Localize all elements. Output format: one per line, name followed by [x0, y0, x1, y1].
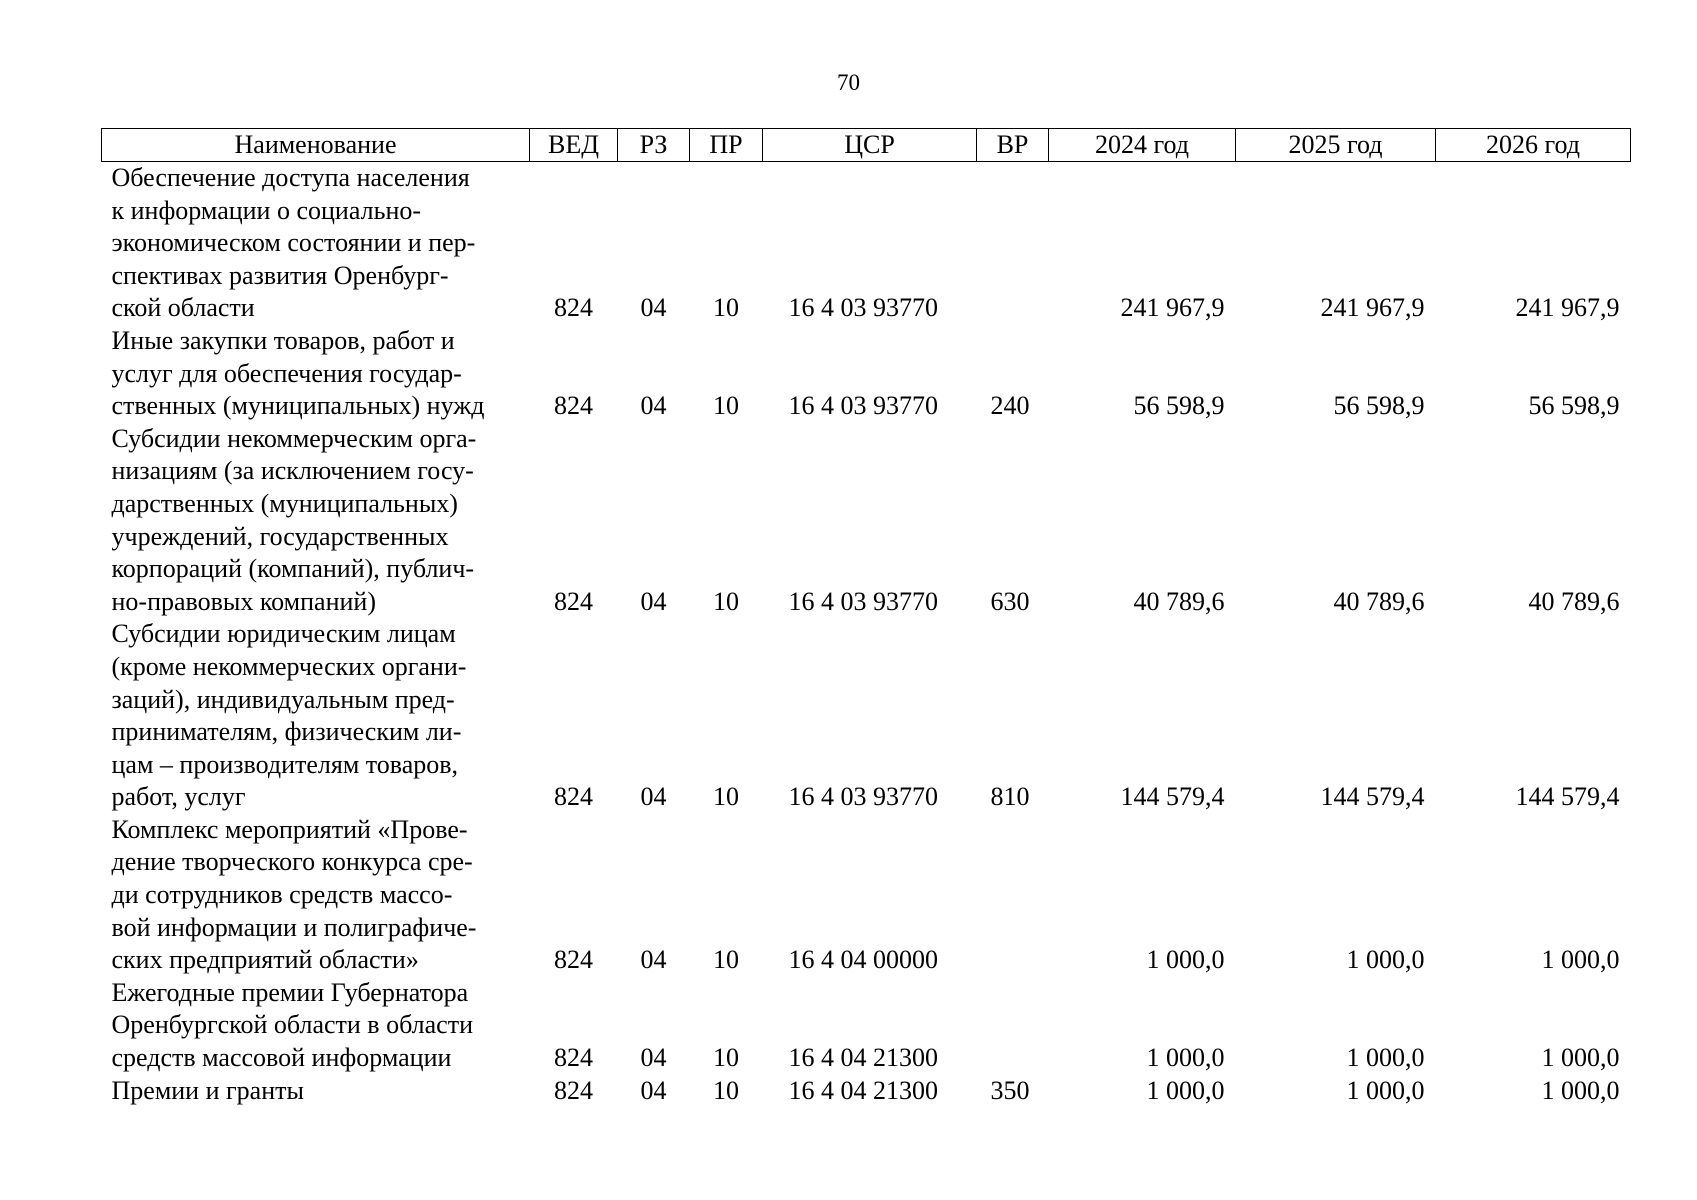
table-row: [102, 618, 1631, 814]
cell-2024: 56 598,9: [1133, 391, 1225, 421]
budget-table: [101, 128, 1631, 1107]
cell-ved: 824: [554, 293, 593, 323]
cell-pr: 10: [713, 1043, 739, 1073]
cell-2024: 1 000,0: [1146, 1043, 1225, 1073]
name-line: экономическом состоянии и пер-: [111, 228, 476, 258]
cell-2024: 241 967,9: [1120, 293, 1225, 323]
name-line: низациям (за исключением госу-: [111, 456, 474, 486]
cell-2026: 1 000,0: [1541, 1075, 1620, 1105]
cell-pr: 10: [713, 586, 739, 616]
header-csr: ЦСР: [763, 129, 977, 162]
name-line: Обеспечение доступа населения: [111, 163, 470, 192]
cell-vr: 810: [990, 782, 1030, 812]
cell-pr: 10: [713, 782, 739, 812]
cell-name: [102, 162, 530, 325]
name-line: Премии и гранты: [111, 1075, 304, 1105]
header-pr: ПР: [690, 129, 763, 162]
cell-name: [102, 618, 530, 814]
cell-2025: 144 579,4: [1320, 782, 1425, 812]
name-line: корпораций (компаний), публич-: [111, 554, 475, 584]
cell-2026: 1 000,0: [1541, 1043, 1620, 1073]
name-line: ственных (муниципальных) нужд: [111, 391, 485, 421]
cell-rz: 04: [640, 391, 667, 421]
cell-pr: 10: [713, 945, 739, 975]
table-row: [102, 423, 1631, 619]
cell-2025: 1 000,0: [1346, 1043, 1425, 1073]
cell-2024: 144 579,4: [1120, 782, 1225, 812]
cell-2025: 241 967,9: [1320, 293, 1425, 323]
cell-2025: 1 000,0: [1346, 945, 1425, 975]
cell-2026: 241 967,9: [1515, 293, 1620, 323]
name-line: но-правовых компаний): [111, 586, 376, 616]
header-2024: 2024 год: [1049, 129, 1236, 162]
cell-csr: 16 4 03 93770: [788, 586, 938, 616]
name-line: ди сотрудников средств массо-: [111, 880, 453, 910]
cell-rz: 04: [640, 782, 667, 812]
cell-vr: 350: [990, 1075, 1030, 1105]
header-name: Наименование: [102, 129, 530, 162]
cell-ved: 824: [554, 586, 593, 616]
name-line: спективах развития Оренбург-: [111, 260, 449, 290]
name-line: дарственных (муниципальных): [111, 488, 458, 518]
cell-vr: 240: [990, 391, 1030, 421]
cell-2025: 56 598,9: [1333, 391, 1425, 421]
cell-pr: 10: [713, 391, 739, 421]
name-line: средств массовой информации: [111, 1043, 452, 1073]
table-row: [102, 325, 1631, 423]
cell-name: [102, 814, 530, 977]
name-line: услуг для обеспечения государ-: [111, 358, 462, 388]
name-line: вой информации и полиграфиче-: [111, 912, 477, 942]
cell-csr: 16 4 03 93770: [788, 391, 938, 421]
cell-csr: 16 4 04 21300: [788, 1043, 938, 1073]
table-row: [102, 162, 1631, 325]
cell-ved: 824: [554, 1043, 593, 1073]
header-ved: ВЕД: [530, 129, 618, 162]
cell-2026: 1 000,0: [1541, 945, 1620, 975]
name-line: Иные закупки товаров, работ и: [111, 325, 455, 355]
cell-pr: 10: [713, 1075, 739, 1105]
table-row: [102, 977, 1631, 1075]
cell-name: [102, 325, 530, 423]
cell-ved: 824: [554, 945, 593, 975]
cell-rz: 04: [640, 293, 667, 323]
cell-name: [102, 423, 530, 619]
cell-csr: 16 4 03 93770: [788, 293, 938, 323]
cell-rz: 04: [640, 1075, 667, 1105]
name-line: заций), индивидуальным пред-: [111, 684, 455, 714]
cell-pr: 10: [713, 293, 739, 323]
cell-ved: 824: [554, 391, 593, 421]
header-vr: ВР: [977, 129, 1049, 162]
cell-csr: 16 4 04 21300: [788, 1075, 938, 1105]
cell-vr: [977, 162, 1049, 325]
cell-rz: 04: [640, 945, 667, 975]
name-line: (кроме некоммерческих органи-: [111, 651, 467, 681]
cell-2025: 40 789,6: [1333, 586, 1425, 616]
name-line: Комплекс мероприятий «Прове-: [111, 814, 468, 844]
name-line: Оренбургской области в области: [111, 1010, 473, 1040]
cell-2024: 1 000,0: [1146, 1075, 1225, 1105]
name-line: ских предприятий области»: [111, 945, 419, 975]
cell-name: [102, 1075, 530, 1108]
header-rz: РЗ: [618, 129, 690, 162]
cell-2024: 40 789,6: [1133, 586, 1225, 616]
name-line: дение творческого конкурса сре-: [111, 847, 473, 877]
name-line: ской области: [111, 293, 255, 323]
name-line: к информации о социально-: [111, 195, 422, 225]
cell-ved: 824: [554, 782, 593, 812]
name-line: Ежегодные премии Губернатора: [111, 977, 469, 1007]
cell-2024: 1 000,0: [1146, 945, 1225, 975]
cell-2026: 40 789,6: [1528, 586, 1620, 616]
header-2026: 2026 год: [1436, 129, 1631, 162]
table-body: [102, 162, 1631, 1108]
table-row: [102, 814, 1631, 977]
page-number: 70: [837, 70, 860, 95]
cell-name: [102, 977, 530, 1075]
name-line: Субсидии юридическим лицам: [111, 619, 456, 649]
name-line: учреждений, государственных: [111, 521, 449, 551]
cell-vr: [977, 814, 1049, 977]
cell-vr: 630: [990, 586, 1030, 616]
cell-2025: 1 000,0: [1346, 1075, 1425, 1105]
header-2025: 2025 год: [1236, 129, 1436, 162]
cell-vr: [977, 977, 1049, 1075]
cell-csr: 16 4 03 93770: [788, 782, 938, 812]
name-line: Субсидии некоммерческим орга-: [111, 423, 477, 453]
name-line: цам – производителям товаров,: [111, 749, 459, 779]
cell-csr: 16 4 04 00000: [788, 945, 938, 975]
cell-ved: 824: [554, 1075, 593, 1105]
table-header-row: [102, 129, 1631, 162]
cell-rz: 04: [640, 586, 667, 616]
name-line: работ, услуг: [111, 782, 246, 812]
cell-rz: 04: [640, 1043, 667, 1073]
name-line: принимателям, физическим ли-: [111, 717, 462, 747]
cell-2026: 56 598,9: [1528, 391, 1620, 421]
table-row: [102, 1075, 1631, 1108]
cell-2026: 144 579,4: [1515, 782, 1620, 812]
